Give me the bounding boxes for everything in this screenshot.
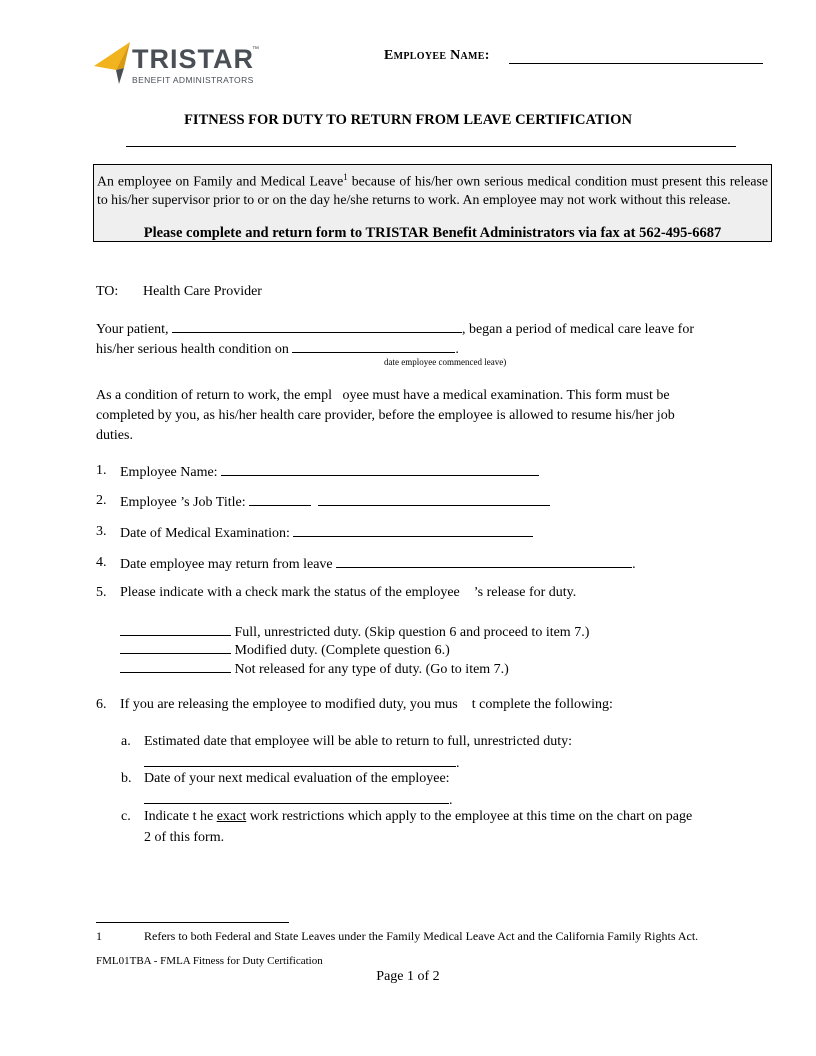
job-title-field-b[interactable] [318, 491, 550, 506]
patient-name-field[interactable] [172, 318, 462, 333]
tristar-logo [94, 40, 269, 88]
condition-date-suffix: . [455, 342, 459, 357]
footnote-number: 1 [96, 929, 102, 943]
item-4-text [120, 553, 636, 575]
item-3-text [120, 522, 533, 544]
notice-text-part1: An employee on Family and Medical Leave [97, 173, 344, 189]
leave-start-date-field[interactable] [292, 338, 455, 353]
return-date-prompt: Date employee may return from leave [120, 557, 333, 572]
condition-line-1: As a condition of return to work, the empl oyee must have a medical examination. This form must be [96, 388, 670, 403]
to-label: TO: [96, 284, 119, 299]
item-number: 4. [96, 555, 107, 570]
release-status-prompt: Please indicate with a check mark the status of the employee ’s release for duty. [120, 585, 577, 600]
employee-name-field[interactable] [509, 50, 763, 64]
item-3 [0, 522, 816, 542]
page-number: Page 1 of 2 [376, 969, 440, 984]
release-option-none [120, 658, 509, 680]
subitem-letter: c. [121, 809, 131, 824]
release-none-check-field[interactable] [120, 658, 231, 673]
subitem-6c [0, 807, 816, 847]
subitem-6b [0, 769, 816, 809]
leave-date-caption: date employee commenced leave) [384, 357, 507, 367]
work-restrictions-text-before: Indicate t he [144, 809, 217, 824]
notice-text-part2: because of his/her own serious medical condition must present this release to his/her supervisor prior to or on the day he/she returns to work. An employee may not work without this release. [97, 173, 768, 208]
subitem-letter: a. [121, 734, 131, 749]
employee-name-prompt: Employee Name: [120, 465, 218, 480]
footnote-text: Refers to both Federal and State Leaves under the Family Medical Leave Act and the California Family Rights Act. [144, 929, 699, 943]
job-title-prompt: Employee ’s Job Title: [120, 495, 246, 510]
exam-date-field[interactable] [293, 522, 533, 537]
condition-line-2: completed by you, as his/her health care provider, before the employee is allowed to resume his/her job [96, 408, 675, 423]
estimated-date-prompt: Estimated date that employee will be able to return to full, unrestricted duty: [144, 734, 573, 749]
item-2 [0, 491, 816, 511]
condition-line-3: duties. [96, 428, 133, 443]
item-number: 1. [96, 463, 107, 478]
subitem-6a [0, 732, 816, 772]
exam-date-prompt: Date of Medical Examination: [120, 526, 290, 541]
exact-emphasis: exact [216, 809, 247, 824]
item-1-text [120, 461, 539, 483]
item-5 [0, 583, 816, 603]
title-divider [126, 146, 736, 147]
item-number: 6. [96, 697, 107, 712]
return-date-field[interactable] [336, 553, 632, 568]
modified-duty-prompt: If you are releasing the employee to modified duty, you mus t complete the following: [120, 697, 613, 712]
item-employee-name-field[interactable] [221, 461, 539, 476]
patient-prefix: Your patient, [96, 322, 169, 337]
next-evaluation-date-field[interactable] [144, 789, 449, 804]
to-recipient: Health Care Provider [143, 284, 262, 299]
logo-brand: TRISTAR [132, 44, 254, 74]
next-evaluation-prompt: Date of your next medical evaluation of the employee: [144, 771, 450, 786]
release-option-text: Full, unrestricted duty. (Skip question 6 and proceed to item 7.) [234, 625, 590, 640]
employee-name-label: Employee Name: [384, 48, 490, 63]
item-number: 3. [96, 524, 107, 539]
item-number: 2. [96, 493, 107, 508]
notice-box [93, 164, 772, 242]
notice-text [97, 168, 768, 210]
release-option-text: Not released for any type of duty. (Go to item 7.) [234, 662, 509, 677]
work-restrictions-prompt [144, 807, 692, 827]
tristar-logo-mark-icon [94, 40, 134, 86]
work-restrictions-line2: 2 of this form. [144, 830, 225, 845]
release-full-check-field[interactable] [120, 621, 231, 636]
work-restrictions-text-after: work restrictions which apply to the employee at this time on the chart on page [246, 809, 693, 824]
release-option-text: Modified duty. (Complete question 6.) [234, 643, 450, 658]
patient-middle: , began a period of medical care leave for [461, 322, 695, 337]
estimated-full-duty-date-field[interactable] [144, 752, 456, 767]
form-identifier: FML01TBA - FMLA Fitness for Duty Certification [96, 955, 323, 967]
estimated-date-suffix: . [456, 756, 460, 771]
footnote-ref: 1 [343, 172, 348, 182]
item-4 [0, 553, 816, 573]
notice-instruction: Please complete and return form to TRISTAR Benefit Administrators via fax at 562-495-6687 [143, 225, 722, 241]
condition-date-prefix: his/her serious health condition on [96, 342, 289, 357]
next-evaluation-suffix: . [449, 793, 453, 808]
form-title: FITNESS FOR DUTY TO RETURN FROM LEAVE CERTIFICATION [184, 112, 632, 128]
footnote-divider [96, 922, 289, 923]
item-2-text [120, 491, 550, 513]
release-modified-check-field[interactable] [120, 639, 231, 654]
item-1 [0, 461, 816, 481]
item-number: 5. [96, 585, 107, 600]
logo-trademark: ™ [252, 46, 259, 53]
logo-tagline: BENEFIT ADMINISTRATORS [132, 75, 254, 85]
job-title-field-a[interactable] [249, 491, 311, 506]
patient-line-1 [96, 318, 738, 340]
return-date-suffix: . [632, 557, 636, 572]
item-6 [0, 695, 816, 715]
subitem-letter: b. [121, 771, 132, 786]
